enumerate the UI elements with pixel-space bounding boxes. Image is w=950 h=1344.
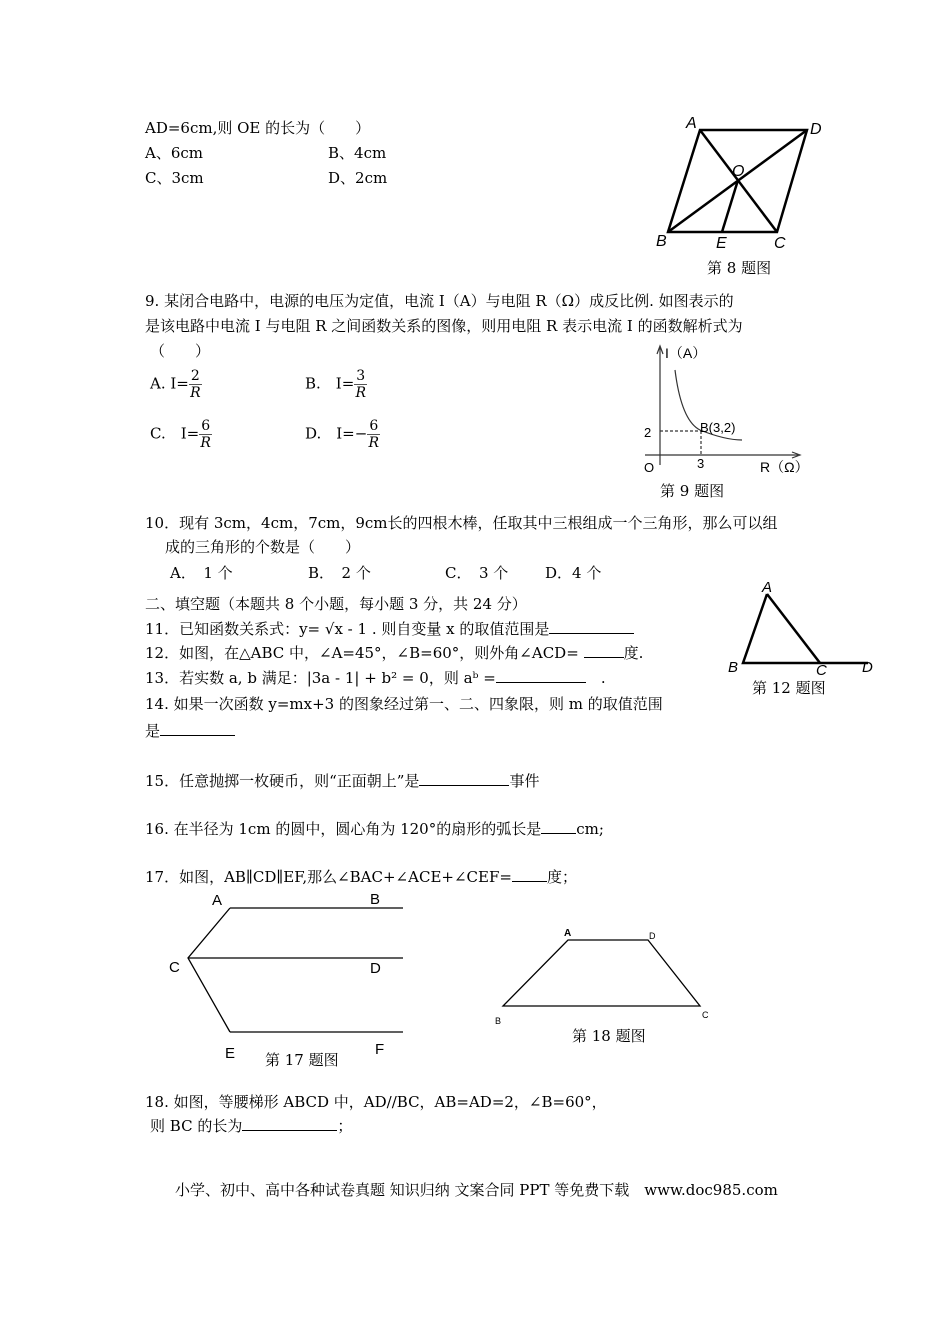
q9-option-b: B. I= $\frac{3}{R}$ <box>305 368 367 401</box>
q13-blank[interactable] <box>496 668 586 683</box>
x-axis-label: R（Ω） <box>760 459 809 475</box>
q18-line1: 18. 如图，等腰梯形 ABCD 中，AD//BC，AB=AD=2，∠B=60°， <box>145 1093 607 1111</box>
q8-option-a: A、6cm <box>145 144 204 162</box>
q8-option-b: B、4cm <box>328 144 387 162</box>
label-c: C <box>169 959 180 976</box>
q10-option-c: C． 3 个 <box>445 564 509 582</box>
y-axis-label: I（A） <box>665 345 707 361</box>
q14-line1: 14. 如果一次函数 y=mx+3 的图象经过第一、二、四象限，则 m 的取值范围 <box>145 695 663 713</box>
section-2-heading: 二、填空题（本题共 8 个小题，每小题 3 分，共 24 分） <box>145 595 527 613</box>
q13: 13．若实数 a, b 满足：|3a - 1| + b² = 0，则 aᵇ = . <box>145 669 606 687</box>
label-b: B <box>728 659 739 676</box>
q18-caption: 第 18 题图 <box>572 1027 646 1045</box>
q9-caption: 第 9 题图 <box>660 482 725 500</box>
q9-option-d: D. I=− $\frac{6}{R}$ <box>305 418 380 451</box>
q8-stem: AD=6cm,则 OE 的长为（ ） <box>145 119 371 137</box>
q15-blank[interactable] <box>419 771 509 786</box>
q12-caption: 第 12 题图 <box>752 679 826 697</box>
label-c: C <box>774 235 786 252</box>
label-d: D <box>649 931 656 941</box>
q9-line2: 是该电路中电流 I 与电阻 R 之间函数关系的图像，则用电阻 R 表示电流 I 的函数解析式为 <box>145 317 743 335</box>
q18-line2: 则 BC 的长为 ； <box>150 1117 353 1135</box>
q14-blank[interactable] <box>160 721 235 736</box>
q8-parallelogram-figure <box>650 110 840 255</box>
label-b: B <box>370 891 381 908</box>
q8-caption <box>707 259 771 277</box>
q16-blank[interactable] <box>541 819 576 834</box>
q18-trapezoid-figure <box>490 920 720 1025</box>
label-d: D <box>862 659 873 676</box>
q12-triangle-figure <box>720 578 880 678</box>
q11: 11．已知函数关系式：y= √x - 1 . 则自变量 x 的取值范围是 <box>145 619 634 638</box>
q9-inverse-graph <box>630 340 820 480</box>
q17: 17．如图，AB∥CD∥EF,那么∠BAC+∠ACE+∠CEF= 度； <box>145 868 577 886</box>
label-o: O <box>732 163 745 180</box>
label-d: D <box>810 121 822 138</box>
label-c: C <box>816 662 827 678</box>
q10-option-d: D．4 个 <box>545 564 602 582</box>
q12-blank[interactable] <box>584 643 624 658</box>
y-tick: 2 <box>644 425 652 440</box>
q9-paren: （ ） <box>150 342 211 360</box>
q10-option-b: B． 2 个 <box>308 564 371 582</box>
q8-caption-2: 图 <box>756 259 772 277</box>
point-label: B(3,2) <box>700 420 736 435</box>
q12: 12．如图，在△ABC 中，∠A=45°，∠B=60°，则外角∠ACD= 度. <box>145 644 644 662</box>
q17-parallel-lines-figure <box>160 885 420 1065</box>
q15: 15．任意抛掷一枚硬币，则“正面朝上”是 事件 <box>145 772 540 790</box>
q18-blank[interactable] <box>242 1116 337 1131</box>
q14-line2: 是 <box>145 721 235 740</box>
q17-blank[interactable] <box>512 867 547 882</box>
q11-blank[interactable] <box>549 619 634 634</box>
label-e: E <box>716 235 727 252</box>
q17-caption: 第 17 题图 <box>265 1051 339 1069</box>
footer: 小学、初中、高中各种试卷真题 知识归纳 文案合同 PPT 等免费下载 www.doc985.com <box>175 1181 778 1199</box>
label-b: B <box>495 1016 502 1025</box>
q8-option-d: D、2cm <box>328 169 388 187</box>
label-a: A <box>564 928 572 939</box>
q10-line1: 10．现有 3cm，4cm，7cm，9cm长的四根木棒，任取其中三根组成一个三角形，那么可以组 <box>145 514 778 532</box>
q10-option-a: A． 1 个 <box>170 564 233 582</box>
q10-line2: 成的三角形的个数是（ ） <box>165 538 361 556</box>
label-f: F <box>375 1041 385 1058</box>
origin: O <box>644 460 655 475</box>
q8-caption-1: 第 8 题 <box>707 259 757 277</box>
label-b: B <box>656 233 667 250</box>
q9-line1: 9. 某闭合电路中，电源的电压为定值，电流 I（A）与电阻 R（Ω）成反比例. 如图表示的 <box>145 292 734 310</box>
label-a: A <box>762 579 773 596</box>
label-d: D <box>370 960 381 977</box>
label-e: E <box>225 1045 236 1062</box>
label-a: A <box>686 115 697 132</box>
q8-option-c: C、3cm <box>145 169 204 187</box>
q9-option-a: A. I= $\frac{2}{R}$ <box>150 368 201 401</box>
label-a: A <box>212 892 223 909</box>
x-tick: 3 <box>697 456 705 471</box>
label-c: C <box>702 1010 709 1020</box>
q9-option-c: C. I= $\frac{6}{R}$ <box>150 418 211 451</box>
q16: 16. 在半径为 1cm 的圆中，圆心角为 120°的扇形的弧长是 cm; <box>145 820 604 838</box>
